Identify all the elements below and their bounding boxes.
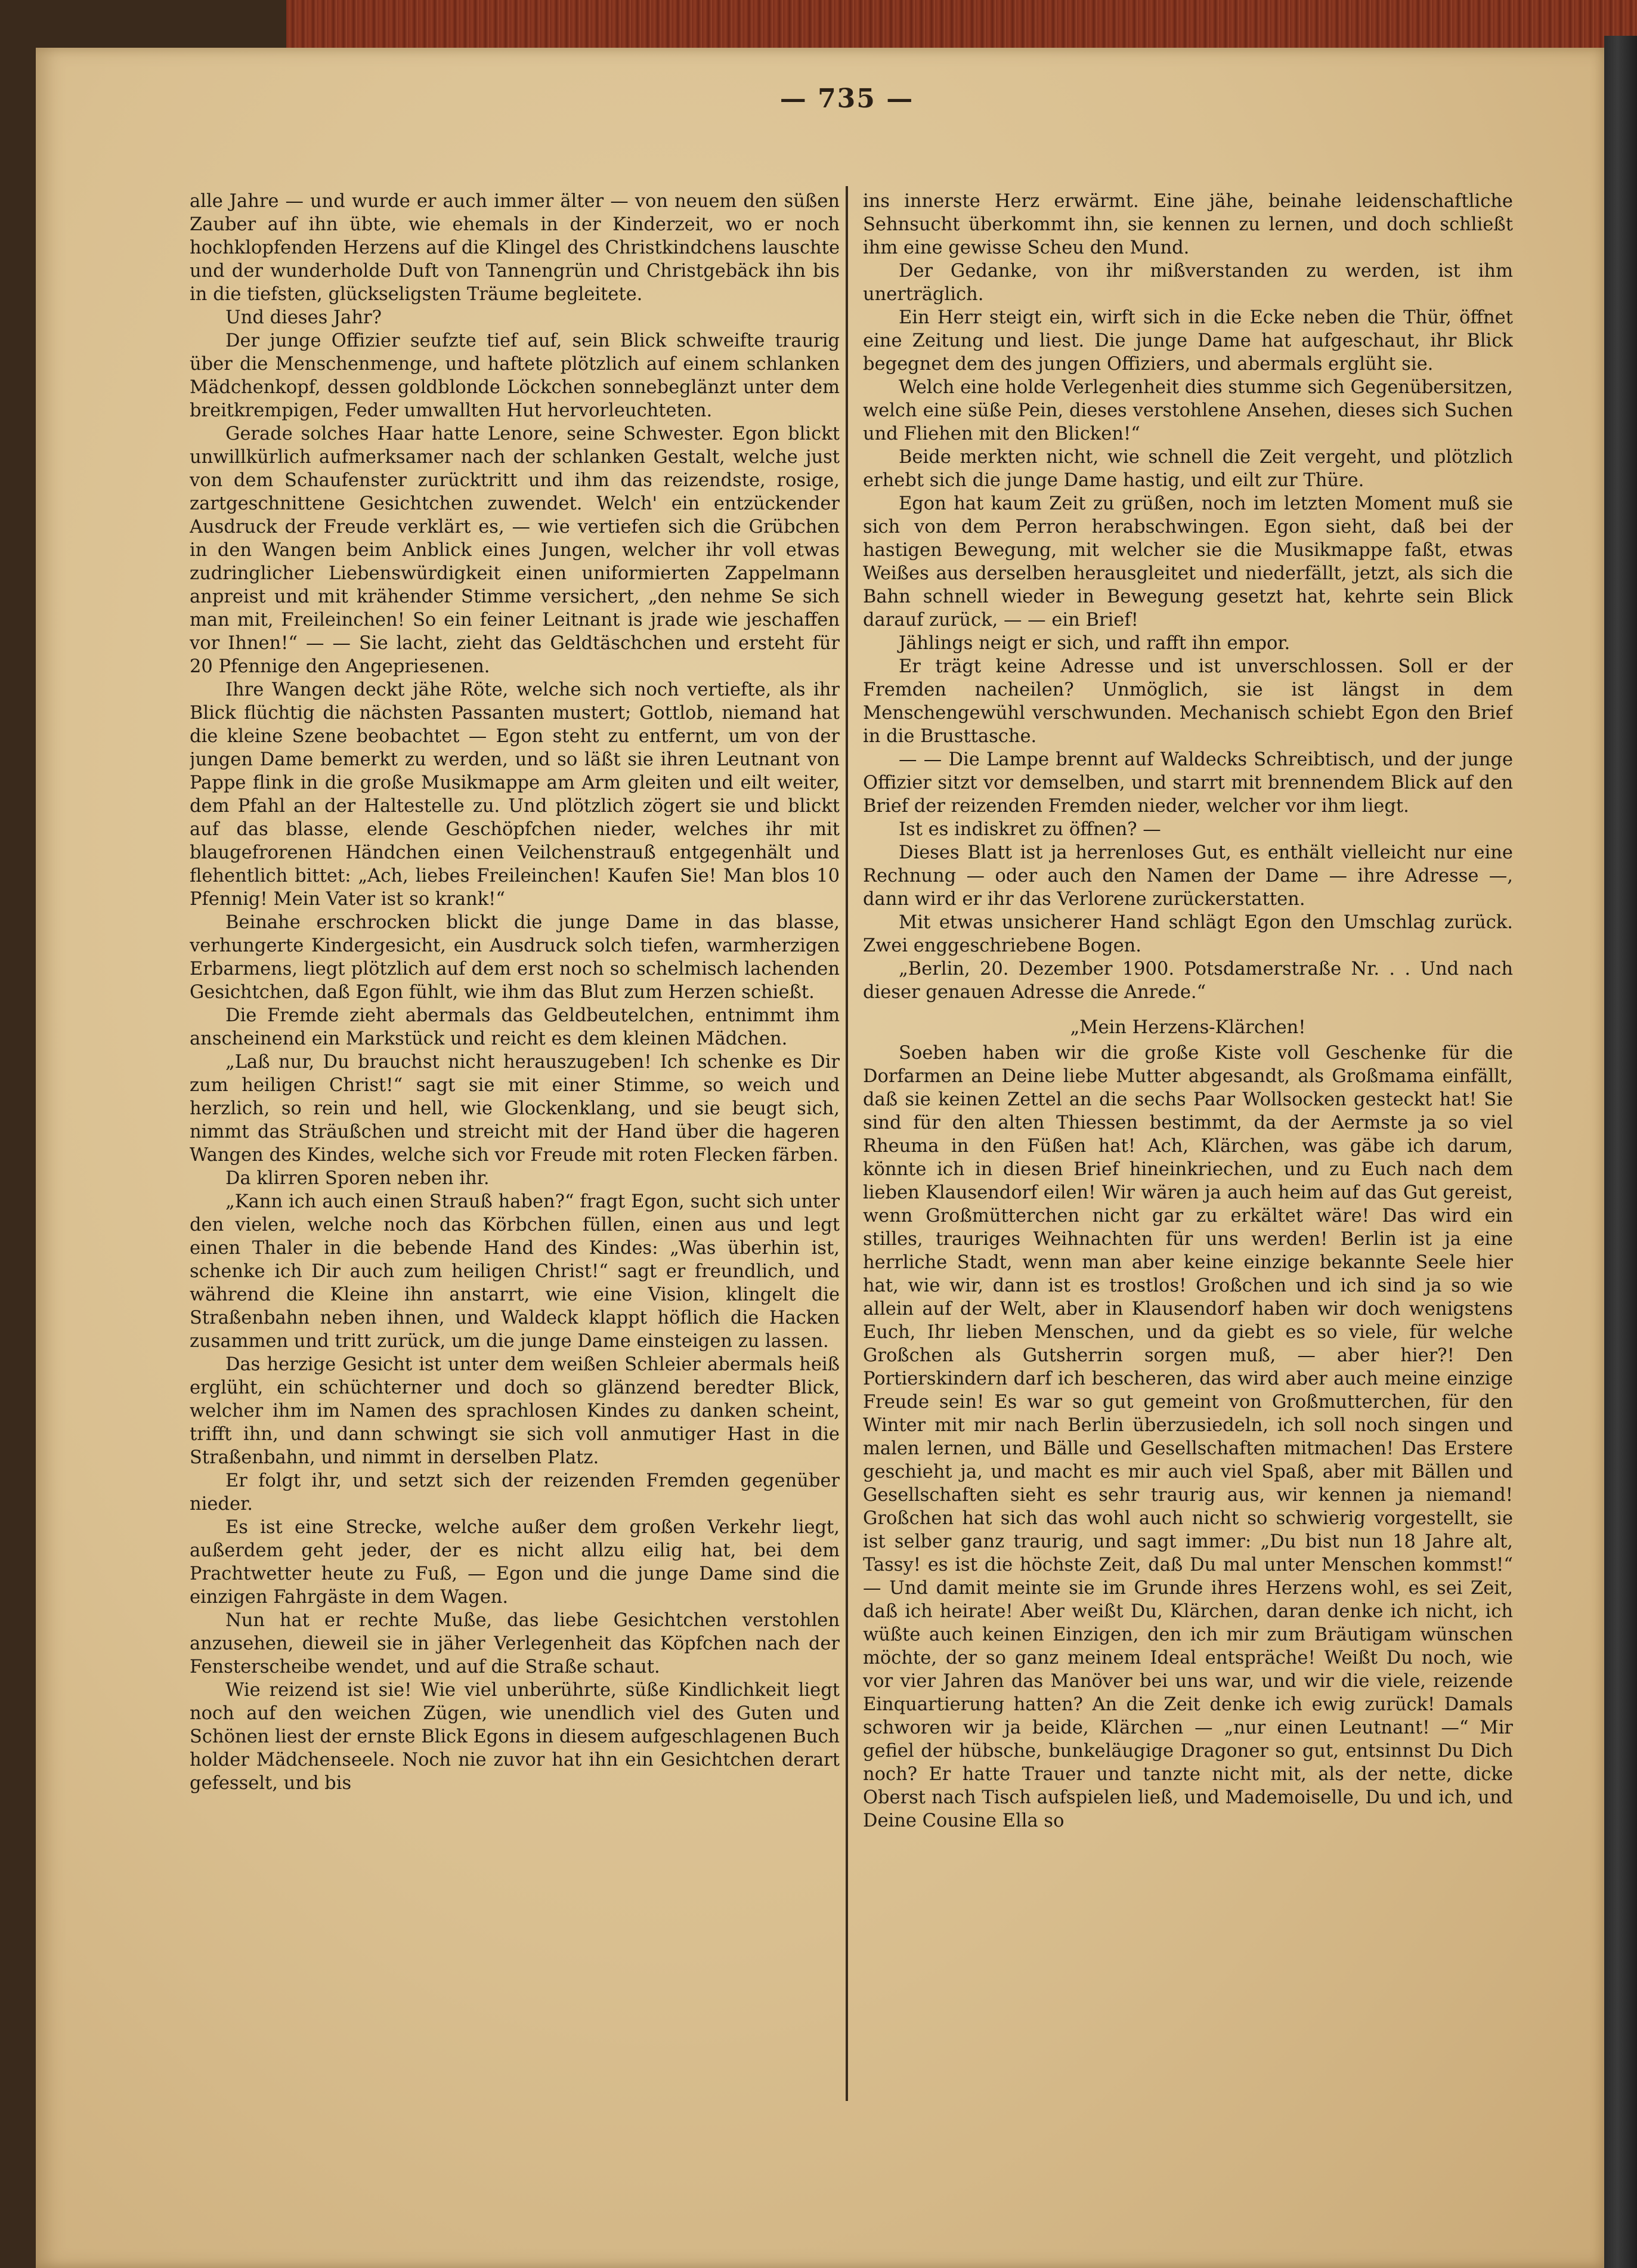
paragraph: Egon hat kaum Zeit zu grüßen, noch im letzten Moment muß sie sich von dem Perron herabschwingen. Egon sieht, daß bei der hastigen Bewegung, mit welcher sie die Musikmappe faßt, etwas Weißes aus derselben herausgleitet und niederfällt, jetzt, als sich die Bahn schnell wieder in Bewegung gesetzt hat, kehrte sein Blick darauf zurück, — — ein Brief! [863,493,1513,631]
paragraph: alle Jahre — und wurde er auch immer älter — von neuem den süßen Zauber auf ihn übte, wie ehemals in der Kinderzeit, wo er noch hochklopfenden Herzens auf die Klingel des Christkindchens lauschte und der wunderholde Duft von Tannengrün und Christgebäck ihn bis in die tiefsten, glückseligsten Träume begleitete. [190,191,840,305]
paragraph: Jählings neigt er sich, und rafft ihn empor. [899,633,1291,654]
paragraph: „Kann ich auch einen Strauß haben?“ fragt Egon, sucht sich unter den vielen, welche noch das Körbchen füllen, einen aus und legt einen Thaler in die bebende Hand des Kindes: „Was überhin ist, schenke ich Dir auch zum heiligen Christ!“ sagt er freundlich, und während die Kleine ihn anstarrt, wie eine Vision, klingelt die Straßenbahn neben ihnen, und Waldeck klappt höflich die Hacken zusammen und tritt zurück, um die junge Dame einsteigen zu lassen. [190,1191,840,1352]
paragraph: Ist es indiskret zu öffnen? — [899,819,1161,840]
paragraph: Soeben haben wir die große Kiste voll Geschenke für die Dorfarmen an Deine liebe Mutter abgesandt, als Großmama einfällt, daß sie keinen Zettel an die sechs Paar Wollsocken gesteckt hat! Sie sind für den alten Thiessen bestimmt, da der Aermste ja so viel Rheuma in den Füßen hat! Ach, Klärchen, was gäbe ich darum, könnte ich in diesen Brief hineinkriechen, und zu Euch nach dem lieben Klausendorf eilen! Wir wären ja auch heim auf das Gut gereist, wenn Großmütterchen nicht gar zu erkältet wäre! Das wird ein stilles, trauriges Weihnachten für uns werden! Berlin ist ja eine herrliche Stadt, wenn man aber keine einzige bekannte Seele hier hat, wie wir, dann ist es trostlos! Großchen und ich sind ja so wie allein auf der Welt, aber in Klausendorf haben wir doch wenigstens Euch, Ihr lieben Menschen, und da giebt es so viele, für welche Großchen als Gutsherrin sorgen muß, — aber hier?! Den Portierskindern darf ich bescheren, das wird aber auch meine einzige Freude sein! Es war so gut gemeint von Großmutterchen, für den Winter mit mir nach Berlin überzusiedeln, ich soll noch singen und malen lernen, und Bälle und Gesellschaften mitmachen! Das Erstere geschieht ja, und macht es mir auch viel Spaß, aber mit Bällen und Gesellschaften sieht es sehr traurig aus, wir kennen ja niemand! Großchen hat sich das wohl auch nicht so schwierig vorgestellt, sie ist selber ganz traurig, und sagt immer: „Du bist nun 18 Jahre alt, Tassy! es ist die höchste Zeit, daß Du mal unter Menschen kommst!“ — Und damit meinte sie im Grunde ihres Herzens wohl, es sei Zeit, daß ich heirate! Aber weißt Du, Klärchen, daran denke ich nicht, ich wüßte auch keinen Einzigen, den ich mir zum Bräutigam wünschen möchte, der so ganz meinem Ideal entspräche! Weißt Du noch, wie vor vier Jahren das Manöver bei uns war, und wir die viele, reizende Einquartierung hatten? An die Zeit denke ich ewig zurück! Damals schworen wir ja beide, Klärchen — „nur einen Leutnant! —“ Mir gefiel der hübsche, bunkeläugige Dragoner so gut, entsinnst Du Dich noch? Er hatte Trauer und tanzte nicht mit, als der nette, dicke Oberst nach Tisch aufspielen ließ, und Mademoiselle, Du und ich, und Deine Cousine Ella so [863,1043,1513,1831]
paragraph: Er trägt keine Adresse und ist unverschlossen. Soll er der Fremden nacheilen? Unmöglich, sie ist längst in dem Menschengewühl verschwunden. Mechanisch schiebt Egon den Brief in die Brusttasche. [863,656,1513,747]
book-cover-edge-top [286,0,1637,52]
right-text-column [863,190,1513,2087]
paragraph: Da klirren Sporen neben ihr. [225,1168,490,1189]
paragraph: Wie reizend ist sie! Wie viel unberührte, süße Kindlichkeit liegt noch auf den weichen Zügen, wie unendlich viel des Guten und Schönen liest der ernste Blick Egons in diesem aufgeschlagenen Buch holder Mädchenseele. Noch nie zuvor hat ihn ein Gesichtchen derart gefesselt, und bis [190,1680,840,1794]
left-text-column [190,190,840,2087]
paragraph: Beinahe erschrocken blickt die junge Dame in das blasse, verhungerte Kindergesicht, ein Ausdruck solch tiefen, warmherzigen Erbarmens, liegt plötzlich auf dem erst noch so schelmisch lachenden Gesichtchen, daß Egon fühlt, wie ihm das Blut zum Herzen schießt. [190,912,840,1003]
paragraph: „Berlin, 20. Dezember 1900. Potsdamerstraße Nr. . . Und nach dieser genauen Adresse die Anrede.“ [863,959,1513,1003]
page-number: — 735 — [779,84,914,114]
column-divider [846,186,848,2101]
paragraph: Nun hat er rechte Muße, das liebe Gesichtchen verstohlen anzusehen, dieweil sie in jäher Verlegenheit das Köpfchen nach der Fensterscheibe wendet, und auf die Straße schaut. [190,1610,840,1677]
paragraph: Dieses Blatt ist ja herrenloses Gut, es enthält vielleicht nur eine Rechnung — oder auch den Namen der Dame — ihre Adresse —, dann wird er ihr das Verlorene zurückerstatten. [863,842,1513,910]
paragraph: Er folgt ihr, und setzt sich der reizenden Fremden gegenüber nieder. [190,1470,840,1515]
paragraph: — — Die Lampe brennt auf Waldecks Schreibtisch, und der junge Offizier sitzt vor demselben, und starrt mit brennendem Blick auf den Brief der reizenden Fremden nieder, welcher vor ihm liegt. [863,749,1513,817]
paragraph: „Laß nur, Du brauchst nicht herauszugeben! Ich schenke es Dir zum heiligen Christ!“ sagt sie mit einer Stimme, so weich und herzlich, so rein und hell, wie Glockenklang, und sie beugt sich, nimmt das Sträußchen und streicht mit der Hand über die hageren Wangen des Kindes, welche sich vor Freude mit roten Flecken färben. [190,1052,840,1166]
paragraph: Das herzige Gesicht ist unter dem weißen Schleier abermals heiß erglüht, ein schüchterner und doch so glänzend beredter Blick, welcher ihm im Namen des sprachlosen Kindes zu danken scheint, trifft ihn, und dann schwingt sie sich voll anmutiger Hast in die Straßenbahn, und nimmt in derselben Platz. [190,1354,840,1468]
paragraph: Ein Herr steigt ein, wirft sich in die Ecke neben die Thür, öffnet eine Zeitung und liest. Die junge Dame hat aufgeschaut, ihr Blick begegnet dem des jungen Offiziers, und abermals erglüht sie. [863,307,1513,375]
paragraph: Beide merkten nicht, wie schnell die Zeit vergeht, und plötzlich erhebt sich die junge Dame hastig, und eilt zur Thüre. [863,447,1513,491]
book-cover-edge-right [1604,36,1637,2268]
paragraph: Die Fremde zieht abermals das Geldbeutelchen, entnimmt ihm anscheinend ein Markstück und reicht es dem kleinen Mädchen. [190,1005,840,1049]
paragraph: Der Gedanke, von ihr mißverstanden zu werden, ist ihm unerträglich. [863,261,1513,305]
paragraph: Und dieses Jahr? [225,307,382,328]
paragraph: Mit etwas unsicherer Hand schlägt Egon den Umschlag zurück. Zwei enggeschriebene Bogen. [863,912,1513,956]
paragraph: Es ist eine Strecke, welche außer dem großen Verkehr liegt, außerdem geht jeder, der es nicht allzu eilig hat, bei dem Prachtwetter heute zu Fuß, — Egon und die junge Dame sind die einzigen Fahrgäste in dem Wagen. [190,1517,840,1608]
paragraph: Ihre Wangen deckt jähe Röte, welche sich noch vertiefte, als ihr Blick flüchtig die nächsten Passanten mustert; Gottlob, niemand hat die kleine Szene beobachtet — Egon steht zu entfernt, um von der jungen Dame bemerkt zu werden, und so läßt sie ihren Leutnant von Pappe flink in die große Musikmappe am Arm gleiten und eilt weiter, dem Pfahl an der Haltestelle zu. Und plötzlich zögert sie und blickt auf das blasse, elende Geschöpfchen nieder, welches ihr mit blaugefrorenen Händchen einen Veilchenstrauß entgegenhält und flehentlich bittet: „Ach, liebes Freileinchen! Kaufen Sie! Man blos 10 Pfennig! Mein Vater ist so krank!“ [190,679,840,910]
paragraph: Welch eine holde Verlegenheit dies stumme sich Gegenübersitzen, welch eine süße Pein, dieses verstohlene Ansehen, dieses sich Suchen und Fliehen mit den Blicken!“ [863,377,1513,444]
letter-salutation: „Mein Herzens-Klärchen! [1070,1017,1306,1038]
paragraph: ins innerste Herz erwärmt. Eine jähe, beinahe leidenschaftliche Sehnsucht überkommt ihn, sie kennen zu lernen, und doch schließt ihm eine gewisse Scheu den Mund. [863,191,1513,258]
paragraph: Gerade solches Haar hatte Lenore, seine Schwester. Egon blickt unwillkürlich aufmerksamer nach der schlanken Gestalt, welche just von dem Schaufenster zurücktritt und ihm das reizendste, rosige, zartgeschnittene Gesichtchen zuwendet. Welch' ein entzückender Ausdruck der Freude verklärt es, — wie vertiefen sich die Grübchen in den Wangen beim Anblick eines Jungen, welcher ihr voll etwas zudringlicher Liebenswürdigkeit einen uniformierten Zappelmann anpreist und mit krähender Stimme versichert, „den nehme Se sich man mit, Freileinchen! So ein feiner Leitnant is jrade wie jeschaffen vor Ihnen!“ — — Sie lacht, zieht das Geldtäschchen und ersteht für 20 Pfennige den Angepriesenen. [190,424,840,677]
paragraph: Der junge Offizier seufzte tief auf, sein Blick schweifte traurig über die Menschenmenge, und haftete plötzlich auf einem schlanken Mädchenkopf, dessen goldblonde Löckchen sonnebeglänzt unter dem breitkrempigen, Feder umwallten Hut hervorleuchteten. [190,330,840,421]
